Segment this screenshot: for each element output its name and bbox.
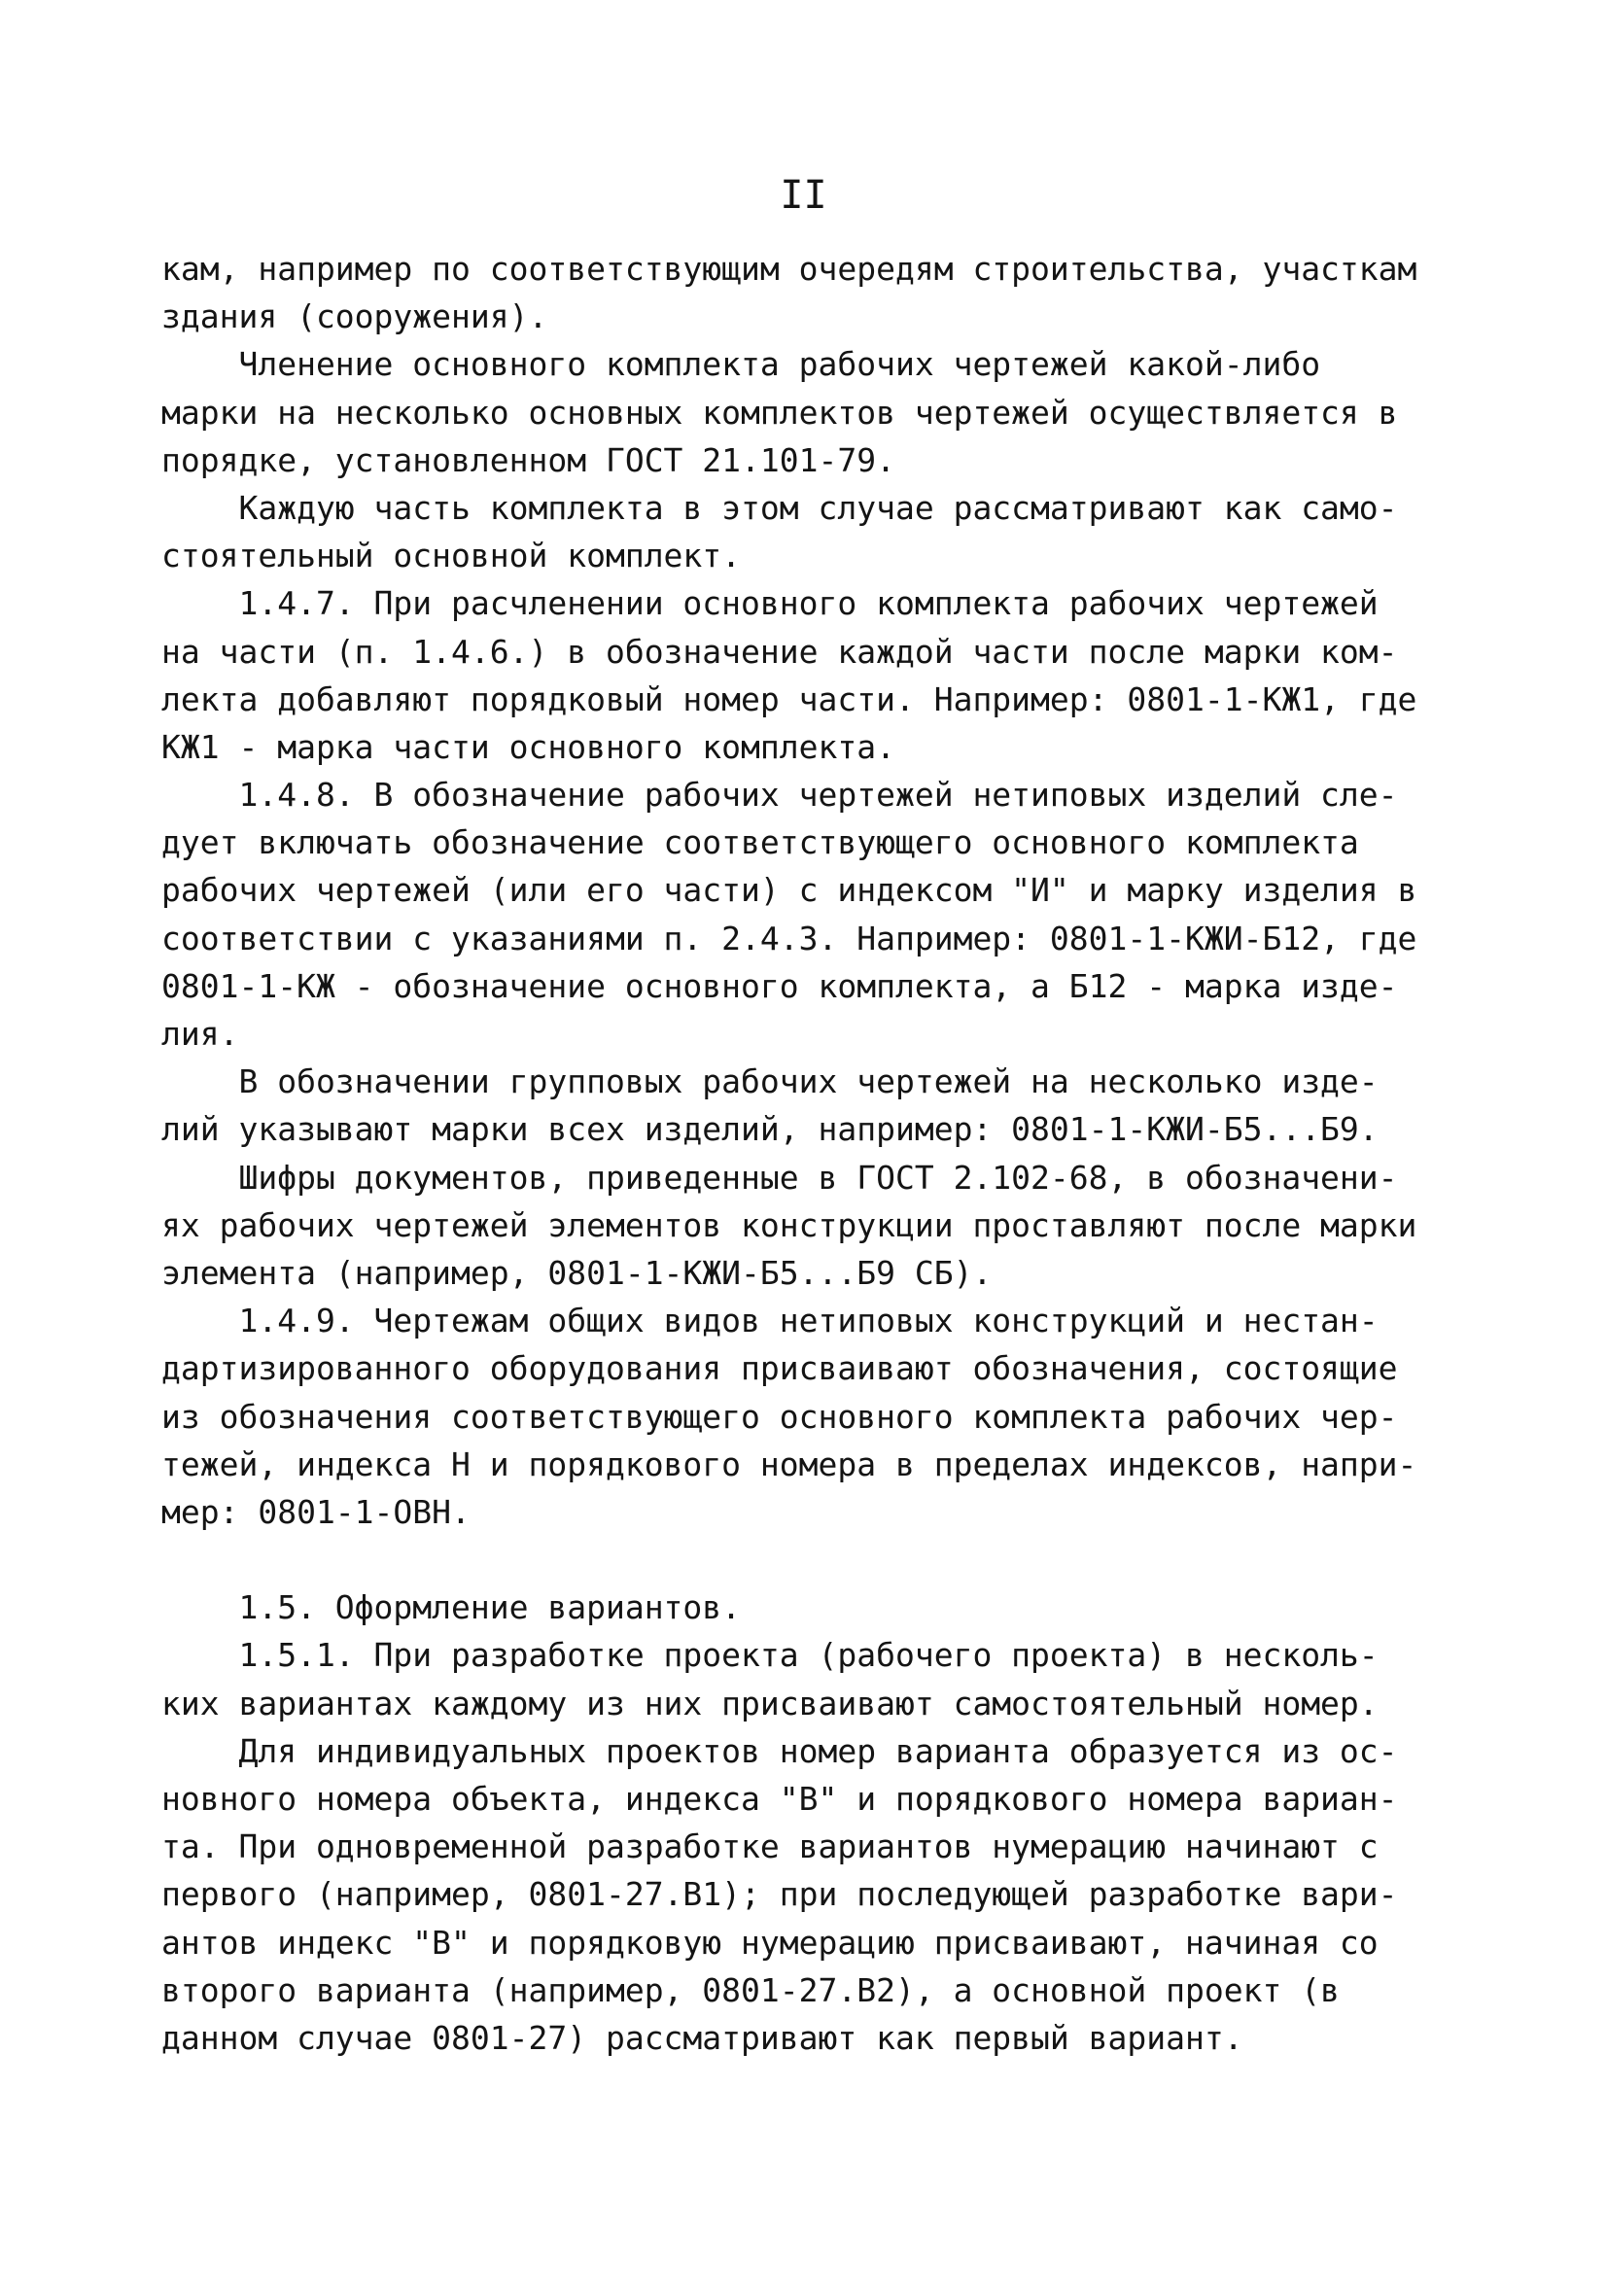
text-line: тежей, индекса Н и порядкового номера в пределах индексов, напри- bbox=[161, 1444, 1417, 1483]
text-line: марки на несколько основных комплектов чертежей осуществляется в bbox=[161, 393, 1398, 432]
text-line: Каждую часть комплекта в этом случае рассматривают как само- bbox=[161, 488, 1398, 527]
text-line: рабочих чертежей (или его части) с индексом "И" и марку изделия в bbox=[161, 871, 1417, 910]
text-line: В обозначении групповых рабочих чертежей на несколько изде- bbox=[161, 1062, 1379, 1101]
page-number: II bbox=[780, 173, 827, 218]
text-line: лий указывают марки всех изделий, например: 0801-1-КЖИ-Б5...Б9. bbox=[161, 1110, 1379, 1149]
text-line: здания (сооружения). bbox=[161, 297, 548, 336]
text-line: второго варианта (например, 0801-27.В2), а основной проект (в bbox=[161, 1970, 1340, 2009]
text-line: лия. bbox=[161, 1015, 239, 1053]
text-line: Для индивидуальных проектов номер варианта образуется из ос- bbox=[161, 1731, 1398, 1770]
text-line: 1.4.9. Чертежам общих видов нетиповых конструкций и нестан- bbox=[161, 1302, 1379, 1340]
text-line: первого (например, 0801-27.В1); при последующей разработке вари- bbox=[161, 1875, 1398, 1914]
text-line: Шифры документов, приведенные в ГОСТ 2.102-68, в обозначени- bbox=[161, 1158, 1398, 1197]
text-line: из обозначения соответствующего основного комплекта рабочих чер- bbox=[161, 1397, 1398, 1436]
text-line: 1.5. Оформление вариантов. bbox=[161, 1588, 742, 1627]
text-line: лекта добавляют порядковый номер части. Например: 0801-1-КЖ1, где bbox=[161, 679, 1417, 718]
text-line: дартизированного оборудования присваивают обозначения, состоящие bbox=[161, 1349, 1398, 1388]
blank-line bbox=[161, 1536, 1464, 1583]
text-line: 1.5.1. При разработке проекта (рабочего проекта) в несколь- bbox=[161, 1636, 1379, 1675]
text-line: порядке, установленном ГОСТ 21.101-79. bbox=[161, 440, 895, 479]
text-line: новного номера объекта, индекса "В" и порядкового номера вариан- bbox=[161, 1780, 1398, 1818]
text-line: кам, например по соответствующим очередям строительства, участкам bbox=[161, 250, 1417, 288]
text-line: дует включать обозначение соответствующего основного комплекта bbox=[161, 823, 1359, 862]
text-line: КЖ1 - марка части основного комплекта. bbox=[161, 727, 895, 766]
text-line: та. При одновременной разработке вариантов нумерацию начинают с bbox=[161, 1827, 1379, 1866]
text-line: антов индекс "В" и порядковую нумерацию присваивают, начиная со bbox=[161, 1923, 1379, 1962]
text-line: 0801-1-КЖ - обозначение основного комплекта, а Б12 - марка изде- bbox=[161, 966, 1398, 1005]
text-line: на части (п. 1.4.6.) в обозначение каждой части после марки ком- bbox=[161, 632, 1398, 671]
text-line: элемента (например, 0801-1-КЖИ-Б5...Б9 СБ). bbox=[161, 1253, 993, 1292]
text-line: ких вариантах каждому из них присваивают самостоятельный номер. bbox=[161, 1684, 1379, 1722]
text-line: Членение основного комплекта рабочих чертежей какой-либо bbox=[161, 345, 1321, 384]
text-line: соответствии с указаниями п. 2.4.3. Например: 0801-1-КЖИ-Б12, где bbox=[161, 919, 1417, 957]
body-text bbox=[161, 245, 1464, 2062]
text-line: 1.4.8. В обозначение рабочих чертежей нетиповых изделий сле- bbox=[161, 776, 1398, 815]
text-line: данном случае 0801-27) рассматривают как первый вариант. bbox=[161, 2018, 1243, 2057]
text-line: 1.4.7. При расчленении основного комплекта рабочих чертежей bbox=[161, 584, 1379, 623]
text-line: стоятельный основной комплект. bbox=[161, 537, 742, 575]
text-line: мер: 0801-1-ОВН. bbox=[161, 1492, 471, 1531]
text-line: ях рабочих чертежей элементов конструкции проставляют после марки bbox=[161, 1205, 1417, 1244]
